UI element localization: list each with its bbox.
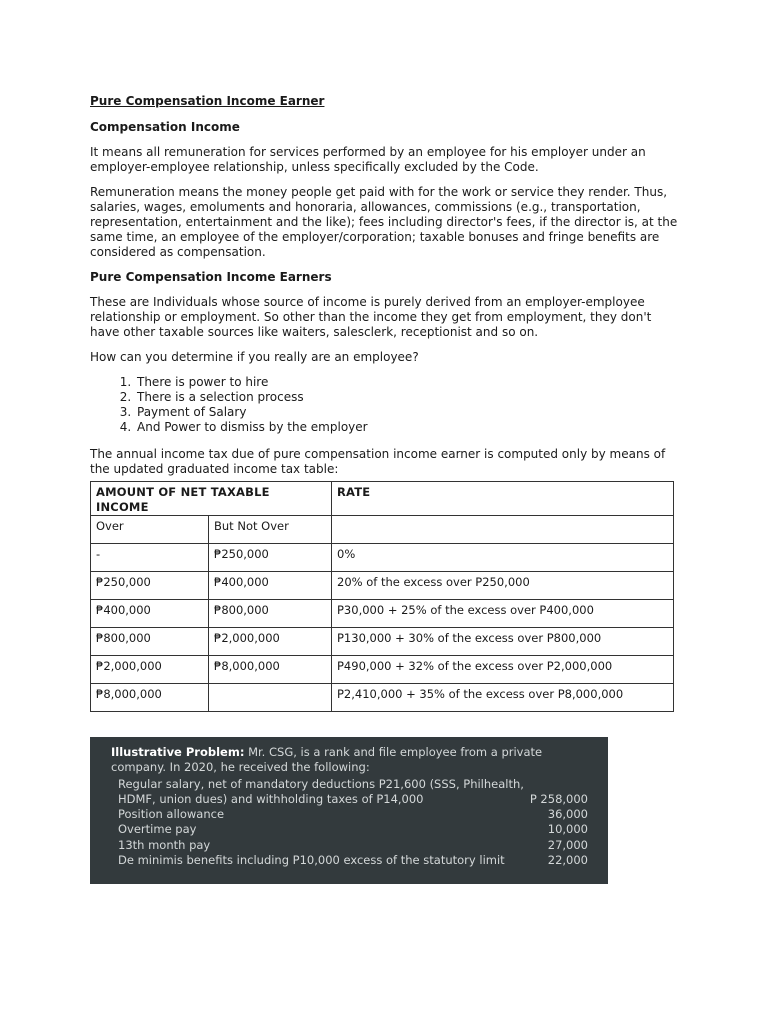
header-amount: AMOUNT OF NET TAXABLE INCOME	[91, 482, 332, 516]
cell-rate: P2,410,000 + 35% of the excess over P8,000,000	[332, 684, 674, 712]
cell-rate: P130,000 + 30% of the excess over P800,000	[332, 628, 674, 656]
cell-not-over: ₱8,000,000	[209, 656, 332, 684]
list-item: 4. And Power to dismiss by the employer	[135, 420, 680, 435]
heading-pure-compensation-earners: Pure Compensation Income Earners	[90, 270, 332, 284]
cell-over: ₱250,000	[91, 572, 209, 600]
income-item-label: HDMF, union dues) and withholding taxes of P14,000	[118, 791, 424, 806]
table-row	[91, 544, 674, 572]
cell-over: ₱2,000,000	[91, 656, 209, 684]
income-item	[118, 853, 588, 868]
problem-label: Illustrative Problem:	[111, 745, 245, 759]
heading-compensation-income: Compensation Income	[90, 120, 240, 134]
income-item-label: 13th month pay	[118, 837, 211, 852]
income-item-amount: 36,000	[547, 807, 588, 822]
income-item-label: Position allowance	[118, 807, 225, 822]
employee-criteria-list	[90, 375, 680, 435]
cell-not-over: ₱400,000	[209, 572, 332, 600]
cell-not-over: ₱250,000	[209, 544, 332, 572]
income-item	[118, 822, 588, 837]
income-item-line: Regular salary, net of mandatory deductions P21,600 (SSS, Philhealth,	[118, 776, 524, 791]
cell-over: ₱800,000	[91, 628, 209, 656]
cell-rate: 0%	[332, 544, 674, 572]
cell-over: ₱400,000	[91, 600, 209, 628]
table-header-row	[91, 482, 674, 516]
income-items	[111, 777, 588, 869]
table-row	[91, 572, 674, 600]
subheader-empty	[332, 516, 674, 544]
income-item	[118, 838, 588, 853]
paragraph-earners: These are Individuals whose source of income is purely derived from an employer-employee relationship or employment. So other than the income they get from employment, they don't have other taxable sources like waiters, salesclerk, receptionist and so on.	[90, 295, 652, 339]
income-item-label: De minimis benefits including P10,000 excess of the statutory limit	[118, 853, 505, 868]
income-item	[118, 792, 588, 807]
list-item: 2. There is a selection process	[135, 390, 680, 405]
subheader-not-over: But Not Over	[209, 516, 332, 544]
table-row	[91, 684, 674, 712]
document-body	[90, 94, 680, 712]
table-row	[91, 628, 674, 656]
paragraph-table-intro: The annual income tax due of pure compensation income earner is computed only by means of the updated graduated income tax table:	[90, 447, 666, 476]
income-tax-table	[90, 481, 674, 712]
list-item: 1. There is power to hire	[135, 375, 680, 390]
cell-not-over: ₱800,000	[209, 600, 332, 628]
paragraph-definition: It means all remuneration for services performed by an employee for his employer under an employer-employee relationship, unless specifically excluded by the Code.	[90, 145, 646, 174]
cell-not-over: ₱2,000,000	[209, 628, 332, 656]
table-row	[91, 600, 674, 628]
cell-rate: P490,000 + 32% of the excess over P2,000,000	[332, 656, 674, 684]
problem-intro-text: Mr. CSG, is a rank and file employee from a private company. In 2020, he received the following:	[111, 745, 543, 775]
cell-rate: P30,000 + 25% of the excess over P400,000	[332, 600, 674, 628]
cell-over: ₱8,000,000	[91, 684, 209, 712]
table-row	[91, 656, 674, 684]
paragraph-question: How can you determine if you really are an employee?	[90, 350, 419, 364]
income-item	[118, 807, 588, 822]
paragraph-remuneration: Remuneration means the money people get paid with for the work or service they render. Thus, salaries, wages, emoluments and honoraria, allowances, commissions (e.g., transportation, representation, entertainment and the like); fees including director's fees, if the director is, at the same time, an employee of the employer/corporation; taxable bonuses and fringe benefits are considered as compensation.	[90, 185, 678, 259]
income-item-amount: 27,000	[547, 837, 588, 852]
illustrative-problem-box	[90, 737, 608, 884]
table-subheader-row	[91, 516, 674, 544]
cell-rate: 20% of the excess over P250,000	[332, 572, 674, 600]
cell-over: -	[91, 544, 209, 572]
document-title: Pure Compensation Income Earner	[90, 94, 325, 108]
income-item-label: Overtime pay	[118, 822, 197, 837]
cell-not-over	[209, 684, 332, 712]
header-rate: RATE	[332, 482, 674, 516]
income-item-amount: P 258,000	[529, 791, 588, 806]
list-item: 3. Payment of Salary	[135, 405, 680, 420]
income-item-amount: 10,000	[547, 822, 588, 837]
problem-intro	[111, 745, 588, 776]
income-item-amount: 22,000	[547, 853, 588, 868]
subheader-over: Over	[91, 516, 209, 544]
